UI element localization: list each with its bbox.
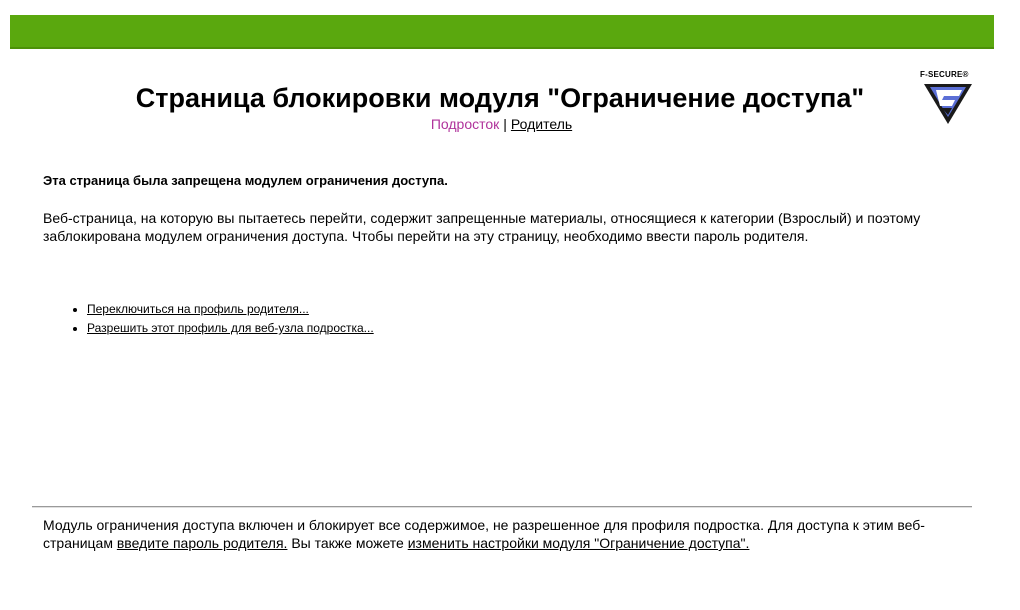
profile-teen-current: Подросток (430, 116, 500, 132)
block-description: Веб-страница, на которую вы пытаетесь перейти, содержит запрещенные материалы, относящиеся к категории (Взрослый) и поэтому заблокирована модулем ограничения доступа. Чтобы перейти на эту страницу, необходимо ввести пароль родителя. (43, 210, 921, 244)
allow-site-for-teen-link[interactable]: Разрешить этот профиль для веб-узла подростка... (87, 321, 374, 335)
list-item (87, 300, 374, 319)
footer-text-1: Модуль ограничения доступа включен и блокирует все содержимое, не разрешенное для профиля подростка. Для доступа к этим веб-страницам (43, 517, 925, 551)
change-settings-link[interactable]: изменить настройки модуля "Ограничение доступа". (407, 535, 750, 551)
block-heading: Эта страница была запрещена модулем ограничения доступа. (43, 173, 448, 188)
list-item (87, 319, 374, 338)
profile-parent-link[interactable]: Родитель (510, 116, 573, 132)
top-banner-bar (10, 15, 994, 49)
switch-to-parent-link[interactable]: Переключиться на профиль родителя... (87, 302, 309, 316)
action-links (55, 300, 374, 338)
footer-note (43, 516, 973, 552)
f-secure-logo (920, 70, 976, 130)
enter-parent-password-link[interactable]: введите пароль родителя. (116, 535, 288, 551)
page-title: Страница блокировки модуля "Ограничение доступа" (135, 83, 865, 113)
f-secure-logo-icon (922, 82, 974, 126)
logo-text: F-SECURE® (920, 70, 969, 79)
footer-divider (32, 506, 972, 508)
profile-switcher (0, 115, 1003, 133)
footer-text-2: Вы также можете (287, 535, 408, 551)
profile-separator: | (503, 116, 507, 132)
